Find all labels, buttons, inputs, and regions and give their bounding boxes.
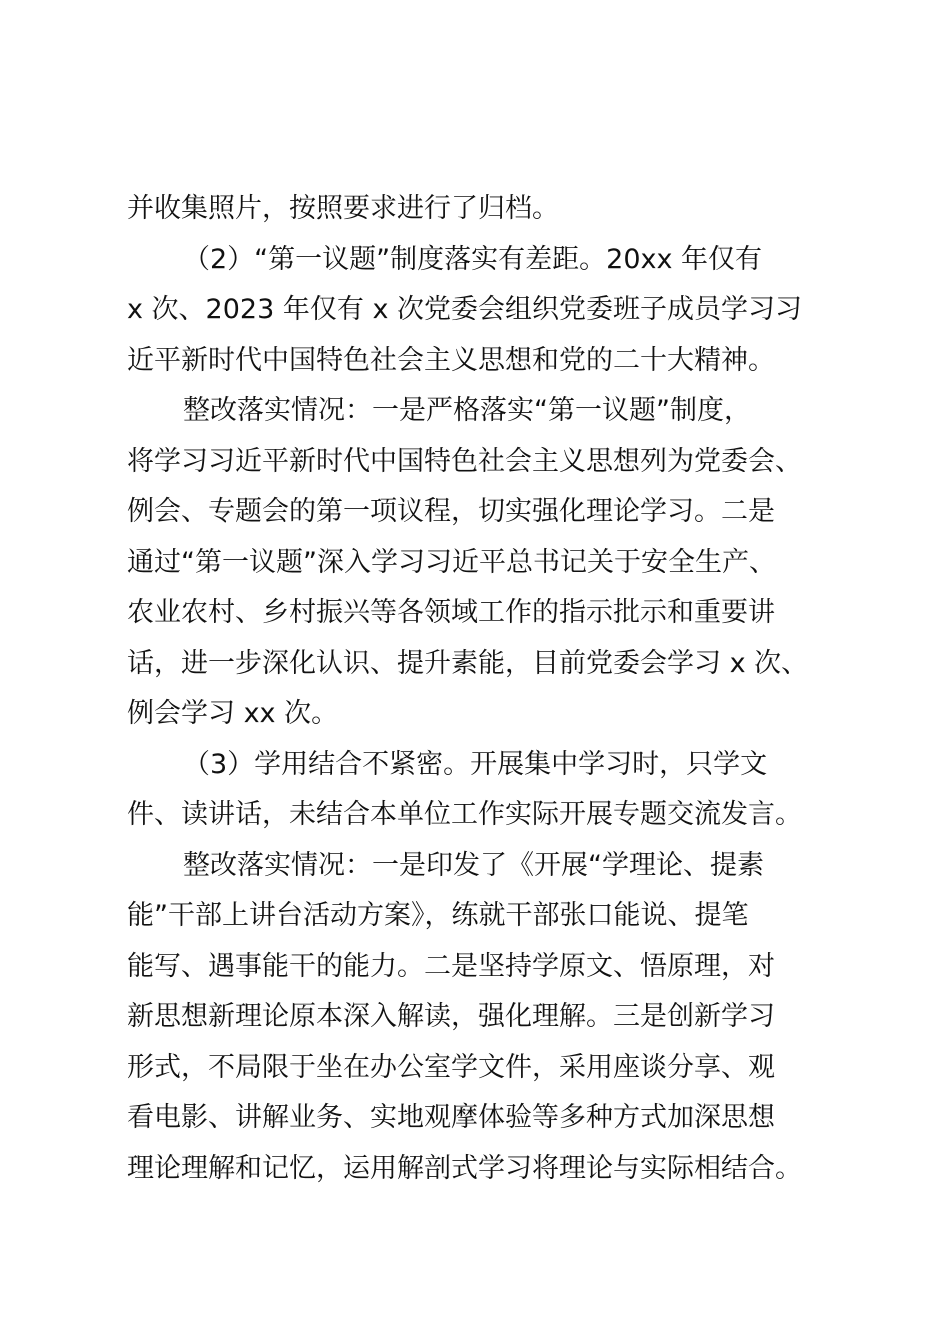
text-line: 理论理解和记忆，运用解剖式学习将理论与实际相结合。 bbox=[127, 1152, 802, 1184]
text-line: 并收集照片，按照要求进行了归档。 bbox=[127, 193, 559, 224]
text-line: 形式，不局限于坐在办公室学文件，采用座谈分享、观 bbox=[127, 1051, 775, 1083]
document-body bbox=[127, 184, 837, 1194]
text-line: 例会、专题会的第一项议程，切实强化理论学习。二是 bbox=[127, 496, 775, 527]
text-line: 能”干部上讲台活动方案》，练就干部张口能说、提笔 bbox=[127, 900, 749, 931]
text-line: 看电影、讲解业务、实地观摩体验等多种方式加深思想 bbox=[127, 1102, 775, 1133]
text-line: 通过“第一议题”深入学习习近平总书记关于安全生产、 bbox=[127, 546, 776, 578]
text-line: 能写、遇事能干的能力。二是坚持学原文、悟原理，对 bbox=[127, 950, 775, 982]
text-line: 农业农村、乡村振兴等各领域工作的指示批示和重要讲 bbox=[127, 597, 775, 628]
text-line: 新思想新理论原本深入解读，强化理解。三是创新学习 bbox=[127, 1001, 775, 1032]
text-line: 整改落实情况：一是严格落实“第一议题”制度， bbox=[183, 395, 751, 426]
text-line: （2）“第一议题”制度落实有差距。20xx 年仅有 bbox=[183, 243, 763, 275]
text-line: x 次、2023 年仅有 x 次党委会组织党委班子成员学习习 bbox=[127, 294, 802, 325]
text-line: （3）学用结合不紧密。开展集中学习时，只学文 bbox=[183, 748, 768, 780]
text-line: 话，进一步深化认识、提升素能，目前党委会学习 x 次、 bbox=[127, 647, 809, 679]
text-line: 例会学习 xx 次。 bbox=[127, 698, 339, 729]
text-line: 整改落实情况：一是印发了《开展“学理论、提素 bbox=[183, 849, 764, 881]
text-line: 件、读讲话，未结合本单位工作实际开展专题交流发言。 bbox=[127, 799, 802, 830]
text-line: 近平新时代中国特色社会主义思想和党的二十大精神。 bbox=[127, 344, 775, 376]
text-line: 将学习习近平新时代中国特色社会主义思想列为党委会、 bbox=[127, 445, 802, 477]
